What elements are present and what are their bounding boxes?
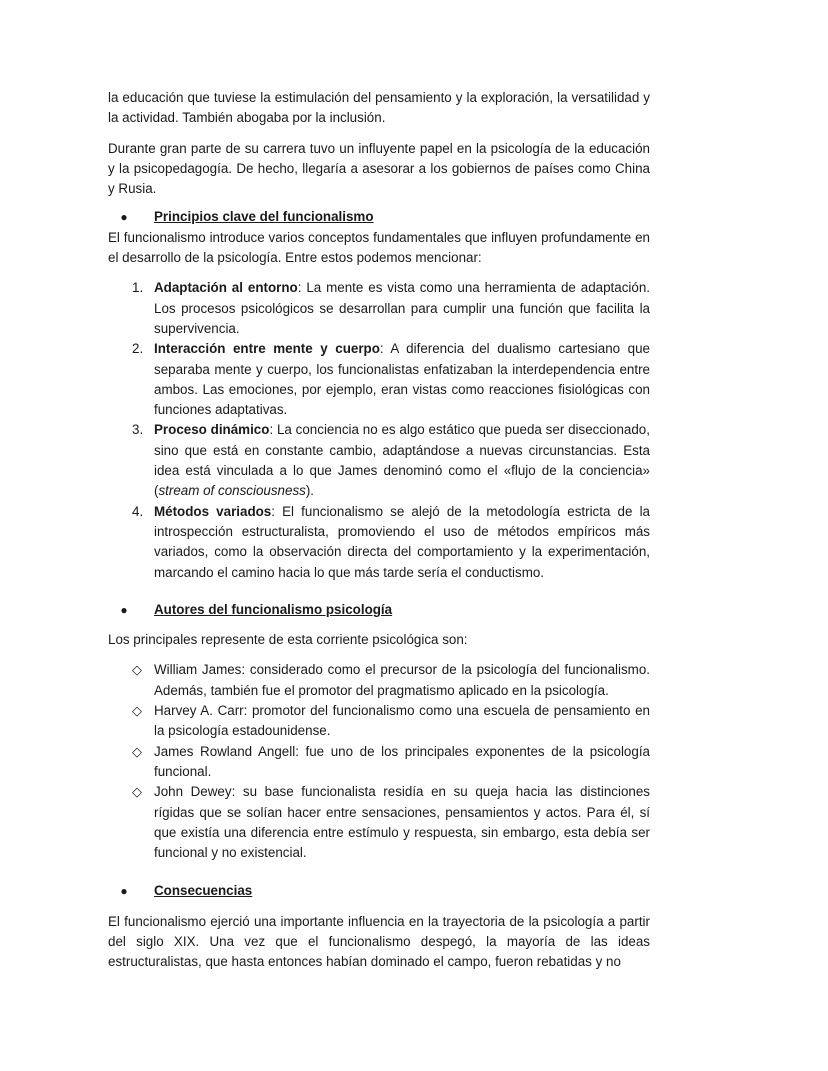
list-item xyxy=(108,278,650,339)
bullet-dot-icon: ● xyxy=(120,210,128,225)
diamond-bullet-icon: ◇ xyxy=(132,662,142,678)
autores-heading xyxy=(108,600,650,620)
list-item-term: Proceso dinámico xyxy=(154,422,270,438)
principios-heading xyxy=(108,207,650,227)
diamond-bullet-icon: ◇ xyxy=(132,784,142,800)
list-item-term: Métodos variados xyxy=(154,503,272,519)
list-item-italic: stream of consciousness xyxy=(158,483,306,499)
list-item xyxy=(108,701,650,742)
list-item-term: Adaptación al entorno xyxy=(154,280,298,296)
consecuencias-heading-text: Consecuencias xyxy=(154,883,253,899)
list-item-text: : La conciencia no es algo estático que pueda ser diseccionado, sino que está en constante cambio, adaptándose a nuevas circunstancias. Esta idea está vinculada a lo que James denominó como el «flujo de la conciencia» ( xyxy=(154,422,650,499)
list-item-text: William James: considerado como el precursor de la psicología del funcionalismo. Además, también fue el promotor del pragmatismo aplicado en la psicología. xyxy=(154,662,650,698)
list-item-number: 1. xyxy=(132,280,144,296)
list-item xyxy=(108,660,650,701)
list-item xyxy=(108,742,650,783)
list-item-text: : El funcionalismo se alejó de la metodología estricta de la introspección estructuralista, promoviendo el uso de métodos empíricos más variados, como la observación directa del comportamiento y la experimentación, marcando el camino hacia lo que más tarde sería el conductismo. xyxy=(154,503,650,580)
list-item-text: Harvey A. Carr: promotor del funcionalismo como una escuela de pensamiento en la psicología estadounidense. xyxy=(154,703,650,739)
autores-intro: Los principales represente de esta corriente psicológica son: xyxy=(108,632,468,648)
list-item xyxy=(108,339,650,420)
principios-heading-text: Principios clave del funcionalismo xyxy=(154,209,374,225)
list-item-number: 4. xyxy=(132,503,144,519)
list-item-number: 3. xyxy=(132,422,144,438)
diamond-bullet-icon: ◇ xyxy=(132,703,142,719)
autores-heading-text: Autores del funcionalismo psicología xyxy=(154,601,393,617)
document-page xyxy=(108,88,650,973)
autores-list xyxy=(108,660,650,863)
list-item-term: Interacción entre mente y cuerpo xyxy=(154,341,380,357)
consecuencias-paragraph: El funcionalismo ejerció una importante influencia en la trayectoria de la psicología a partir del siglo XIX. Una vez que el funcionalismo despegó, la mayoría de las ideas estructuralistas, que hasta entonces habían dominado el campo, fueron rebatidas y no xyxy=(108,913,650,970)
intro-paragraph-1: la educación que tuviese la estimulación del pensamiento y la exploración, la versatilidad y la actividad. También abogaba por la inclusión. xyxy=(108,90,650,126)
principios-list xyxy=(108,278,650,582)
bullet-dot-icon: ● xyxy=(120,602,128,617)
list-item-text: : La mente es vista como una herramienta de adaptación. Los procesos psicológicos se desarrollan para cumplir una función que facilita la supervivencia. xyxy=(154,280,650,336)
list-item-tail: ). xyxy=(305,483,315,499)
list-item-text: James Rowland Angell: fue uno de los principales exponentes de la psicología funcional. xyxy=(154,743,650,779)
list-item-number: 2. xyxy=(132,341,144,357)
principios-intro: El funcionalismo introduce varios conceptos fundamentales que influyen profundamente en el desarrollo de la psicología. Entre estos podemos mencionar: xyxy=(108,229,650,266)
list-item xyxy=(108,782,650,863)
diamond-bullet-icon: ◇ xyxy=(132,743,142,759)
consecuencias-heading xyxy=(108,881,650,901)
list-item xyxy=(108,420,650,501)
intro-paragraph-2: Durante gran parte de su carrera tuvo un influyente papel en la psicología de la educación y la psicopedagogía. De hecho, llegaría a asesorar a los gobiernos de países como China y Rusia. xyxy=(108,140,650,197)
list-item xyxy=(108,502,650,583)
list-item-text: : A diferencia del dualismo cartesiano que separaba mente y cuerpo, los funcionalistas enfatizaban la interdependencia entre ambos. Las emociones, por ejemplo, eran vistas como reacciones fisiológicas con funciones adaptativas. xyxy=(154,341,650,418)
bullet-dot-icon: ● xyxy=(120,884,128,899)
list-item-text: John Dewey: su base funcionalista residía en su queja hacia las distinciones rígidas que se solían hacer entre sensaciones, pensamientos y actos. Para él, sí que existía una diferencia entre estímulo y respuesta, sin embargo, esta debía ser funcional y no existencial. xyxy=(154,784,650,861)
